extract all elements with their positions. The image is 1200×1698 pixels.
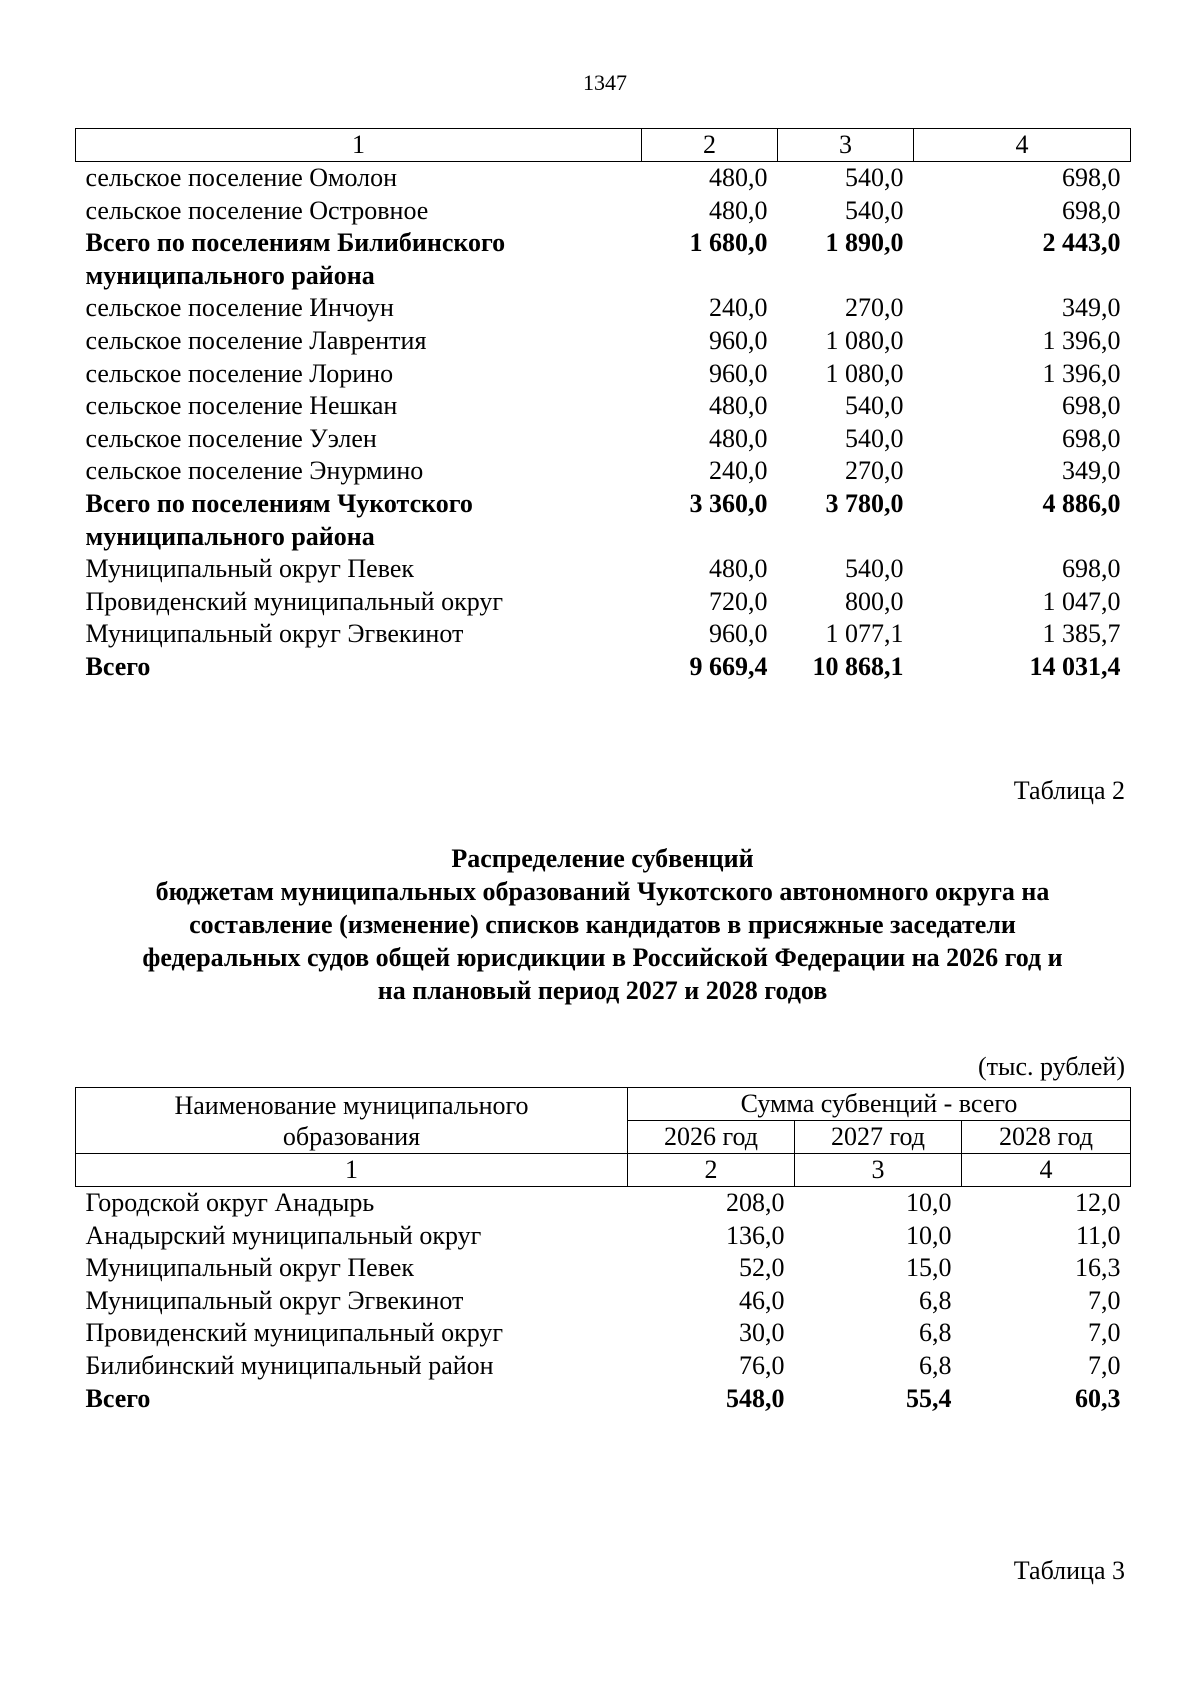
value-2028: 14 031,4 [1029,651,1121,681]
table1-col-4: 4 [914,129,1131,162]
value-2026: 76,0 [739,1350,785,1380]
value-2028: 1 047,0 [1042,586,1121,616]
table-2-caption: Таблица 2 [1013,776,1125,805]
row-name: Муниципальный округ Эгвекинот [85,619,464,649]
table1-row [76,455,1131,488]
value-2026: 480,0 [709,195,768,225]
table1-row [76,390,1131,423]
table2-year-2026: 2026 год [628,1121,795,1154]
value-2026: 720,0 [709,586,768,616]
table2-col-2: 2 [628,1154,795,1187]
row-name: сельское поселение Лаврентия [85,325,427,355]
table2-year-2028: 2028 год [962,1121,1131,1154]
value-2026: 960,0 [709,358,768,388]
value-2027: 10 868,1 [812,651,904,681]
table1-row [76,423,1131,456]
value-2028: 7,0 [1088,1318,1121,1348]
row-name: сельское поселение Нешкан [85,391,398,421]
table1-row [76,292,1131,325]
table-2-title-line: бюджетам муниципальных образований Чукотского автономного округа на [155,877,1050,906]
value-2026: 3 360,0 [689,488,768,518]
table2-year-2027: 2027 год [795,1121,962,1154]
value-2027: 1 080,0 [825,325,904,355]
row-name: Муниципальный округ Певек [85,554,415,584]
table1-row [76,651,1131,684]
value-2027: 10,0 [906,1188,952,1217]
table-2-title-line: федеральных судов общей юрисдикции в Российской Федерации на 2026 год и [142,943,1063,972]
value-2026: 240,0 [709,293,768,323]
table-2-title [75,842,1130,1007]
page-number: 1347 [583,70,627,95]
value-2027: 15,0 [906,1253,952,1283]
value-2028: 1 396,0 [1042,358,1121,388]
value-2026: 30,0 [739,1318,785,1348]
value-2026: 240,0 [709,456,768,486]
table-3-caption: Таблица 3 [1013,1556,1125,1585]
table2-col-3: 3 [795,1154,962,1187]
value-2028: 7,0 [1088,1350,1121,1380]
value-2026: 52,0 [739,1253,785,1283]
row-name: сельское поселение Омолон [85,163,398,192]
value-2027: 270,0 [845,456,904,486]
value-2027: 540,0 [845,554,904,584]
table2-name-header: Наименование муниципального образования [76,1088,628,1154]
value-2027: 1 080,0 [825,358,904,388]
row-name: сельское поселение Энурмино [85,456,424,486]
table2-header-row [76,1088,1131,1121]
value-2027: 6,8 [919,1318,952,1348]
value-2027: 1 890,0 [825,228,904,258]
value-2028: 698,0 [1062,423,1121,453]
table2-row [76,1350,1131,1383]
value-2027: 55,4 [906,1383,952,1413]
value-2028: 698,0 [1062,554,1121,584]
value-2028: 12,0 [1075,1188,1121,1217]
value-2028: 11,0 [1075,1220,1121,1250]
subsidy-table-2 [75,1087,1131,1415]
row-name: Анадырский муниципальный округ [85,1220,482,1250]
table1-row [76,586,1131,619]
table2-colnum-row [76,1154,1131,1187]
value-2027: 270,0 [845,293,904,323]
table-2-title-line: на плановый период 2027 и 2028 годов [377,976,828,1005]
value-2028: 16,3 [1075,1253,1121,1283]
table1-row [76,195,1131,228]
table1-row [76,488,1131,553]
table-2-title-line: Распределение субвенций [451,844,754,873]
value-2028: 698,0 [1062,163,1121,192]
value-2027: 1 077,1 [825,619,904,649]
row-name: Городской округ Анадырь [85,1188,375,1217]
row-name: сельское поселение Островное [85,195,429,225]
table2-row [76,1383,1131,1416]
table1-row [76,618,1131,651]
value-2027: 3 780,0 [825,488,904,518]
table1-row [76,553,1131,586]
table2-sum-header: Сумма субвенций - всего [628,1088,1131,1121]
table2-row [76,1317,1131,1350]
value-2028: 4 886,0 [1042,488,1121,518]
table2-row [76,1285,1131,1318]
value-2027: 540,0 [845,195,904,225]
table-2-title-line: составление (изменение) списков кандидатов в присяжные заседатели [189,910,1016,939]
row-name: Всего [85,1383,151,1413]
value-2026: 9 669,4 [689,651,768,681]
value-2027: 6,8 [919,1285,952,1315]
value-2028: 60,3 [1075,1383,1121,1413]
table1-row [76,325,1131,358]
row-name: Муниципальный округ Эгвекинот [85,1285,464,1315]
subsidy-table-1 [75,128,1131,684]
table2-col-4: 4 [962,1154,1131,1187]
value-2028: 1 396,0 [1042,325,1121,355]
units-label: (тыс. рублей) [977,1052,1125,1081]
row-name: Провиденский муниципальный округ [85,1318,504,1348]
row-name: Билибинский муниципальный район [85,1350,494,1380]
row-name: сельское поселение Уэлен [85,423,377,453]
table1-col-1: 1 [76,129,642,162]
value-2026: 480,0 [709,423,768,453]
row-name: Провиденский муниципальный округ [85,586,504,616]
value-2027: 10,0 [906,1220,952,1250]
row-name: сельское поселение Лорино [85,358,394,388]
table1-row [76,162,1131,195]
table1-col-2: 2 [642,129,778,162]
row-name: Всего по поселениям Чукотского муниципального района [85,488,473,551]
row-name: Всего по поселениям Билибинского муниципального района [85,228,506,290]
value-2026: 548,0 [726,1383,785,1413]
table1-row [76,358,1131,391]
value-2027: 540,0 [845,423,904,453]
table2-row [76,1252,1131,1285]
value-2026: 136,0 [726,1220,785,1250]
table2-col-1: 1 [76,1154,628,1187]
value-2028: 2 443,0 [1042,228,1121,258]
value-2026: 208,0 [726,1188,785,1217]
value-2027: 6,8 [919,1350,952,1380]
row-name: Всего [85,651,151,681]
value-2026: 480,0 [709,391,768,421]
value-2028: 349,0 [1062,456,1121,486]
value-2027: 800,0 [845,586,904,616]
value-2028: 698,0 [1062,391,1121,421]
value-2028: 349,0 [1062,293,1121,323]
table2-row [76,1187,1131,1220]
row-name: сельское поселение Инчоун [85,293,394,323]
table1-col-3: 3 [778,129,914,162]
value-2026: 1 680,0 [689,228,768,258]
value-2028: 698,0 [1062,195,1121,225]
value-2026: 480,0 [709,554,768,584]
row-name: Муниципальный округ Певек [85,1253,415,1283]
value-2026: 480,0 [709,163,768,192]
value-2026: 960,0 [709,325,768,355]
value-2027: 540,0 [845,163,904,192]
value-2026: 960,0 [709,619,768,649]
table1-row [76,227,1131,292]
value-2028: 1 385,7 [1042,619,1121,649]
table2-row [76,1220,1131,1253]
value-2028: 7,0 [1088,1285,1121,1315]
value-2027: 540,0 [845,391,904,421]
table1-header-row [76,129,1131,162]
value-2026: 46,0 [739,1285,785,1315]
